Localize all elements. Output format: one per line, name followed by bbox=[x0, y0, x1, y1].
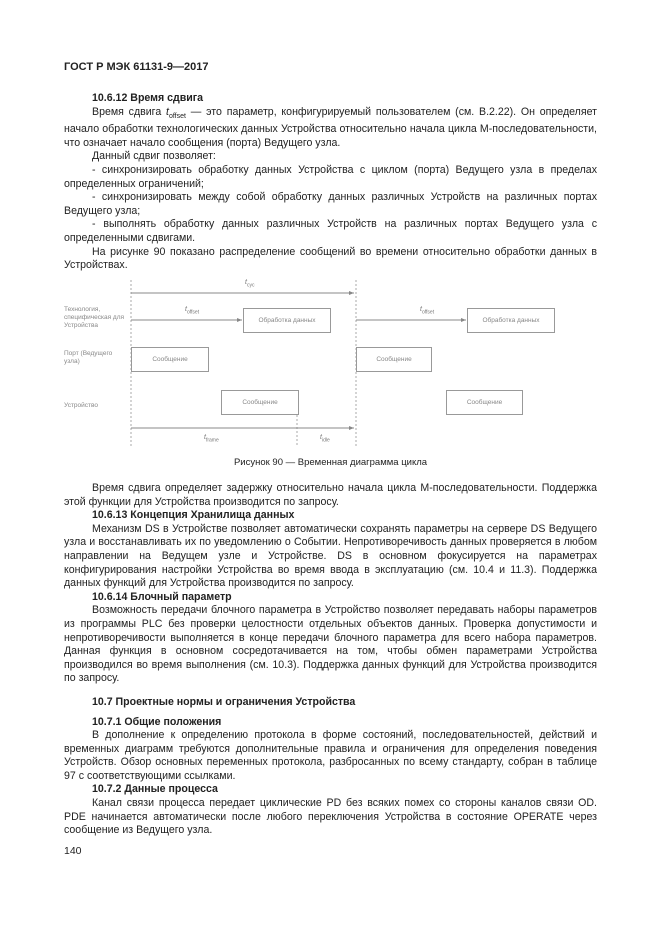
figure-caption: Рисунок 90 — Временная диаграмма цикла bbox=[233, 457, 428, 468]
section-title: 10.7.2 Данные процесса bbox=[92, 783, 218, 796]
row-label-master-port: Порт (Ведущего узла) bbox=[64, 350, 113, 365]
var: t bbox=[166, 105, 169, 118]
section-title: 10.6.13 Концепция Хранилища данных bbox=[92, 509, 295, 522]
paragraph: - выполнять обработку данных различных Устройств на различных портах Ведущего узла с определенными сдвигами. bbox=[64, 218, 597, 245]
paragraph: Время сдвига определяет задержку относительно начала цикла М-последовательности. Поддержка этой функции для Устройства производится по запросу. bbox=[64, 482, 597, 508]
paragraph: В дополнение к определению протокола в форме состояний, последовательностей, действий и временных диаграмм требуются дополнительные правила и ограничения для определения поведения Устройств. Обзор основных переменных протокола, разбросанных по всему стандарту, собран в таблице 97 с соответствующими ссылками. bbox=[64, 729, 597, 782]
text: — это параметр, конфигурируемый пользователем (см. В.2.22). Он определяет начало обработки технологических данных Устройства относительно начала цикла М-последовательности, что означает начало сообщения (порта) Ведущего узла. bbox=[64, 105, 597, 149]
paragraph: Канал связи процесса передает циклические PD без всяких помех со стороны каналов связи OD. PDE начинается автоматически после любого переключения Устройства в состояние OPERATE через сообщение из Ведущего узла. bbox=[64, 797, 597, 837]
message-box: Сообщение bbox=[356, 347, 432, 372]
t-frame-label: $t_{frame}$ bbox=[204, 434, 219, 444]
row-label-device-technology: Технология, специфическая для Устройства bbox=[64, 306, 125, 329]
text: Время сдвига bbox=[92, 105, 166, 118]
message-box: Сообщение bbox=[221, 390, 299, 415]
section-title: 10.6.14 Блочный параметр bbox=[92, 590, 232, 603]
paragraph: На рисунке 90 показано распределение сообщений во времени относительно обработки данных в Устройствах. bbox=[64, 245, 597, 272]
section-title: 10.6.12 Время сдвига bbox=[92, 92, 204, 104]
paragraph: - синхронизировать между собой обработку данных различных Устройств на различных портах Ведущего узла; bbox=[64, 191, 597, 217]
document-header: ГОСТ Р МЭК 61131-9—2017 bbox=[64, 61, 209, 73]
paragraph: Данный сдвиг позволяет: bbox=[92, 150, 216, 163]
paragraph: - синхронизировать обработку данных Устройства с циклом (порта) Ведущего узла в пределах определенных ограничений; bbox=[64, 164, 597, 190]
t-offset-label: $t_{offset}$ bbox=[420, 306, 435, 316]
message-box: Сообщение bbox=[131, 347, 209, 372]
processing-box: Обработка данных bbox=[467, 308, 555, 333]
row-label-device: Устройство bbox=[64, 402, 99, 409]
t-idle-label: $t_{idle}$ bbox=[320, 434, 330, 444]
section-continued bbox=[64, 482, 597, 838]
var-sub: offset bbox=[168, 112, 186, 120]
t-offset-label: $t_{offset}$ bbox=[185, 306, 200, 316]
t-cyc-label: $t_{cyc}$ bbox=[245, 279, 255, 289]
section-title: 10.7.1 Общие положения bbox=[92, 715, 222, 728]
paragraph: Механизм DS в Устройстве позволяет автоматически сохранять параметры на сервере DS Ведущего узла и восстанавливать их по уведомлению о Событии. Непротиворечивость данных проверяется в любом направлении на Ведущем узле и Устройстве. DS в основном фокусируется на параметрах конфигурирования настройки Устройства во время ввода в эксплуатацию (см. 10.4 и 11.3). Поддержка данных функций для Устройства производится по запросу. bbox=[64, 522, 597, 590]
processing-box: Обработка данных bbox=[243, 308, 331, 333]
section-title: 10.7 Проектные нормы и ограничения Устройства bbox=[92, 695, 356, 708]
message-box: Сообщение bbox=[446, 390, 523, 415]
paragraph: Возможность передачи блочного параметра в Устройство позволяет передавать наборы параметров из программы PLC без проверки целостности отдельных объектов данных. Проверка допустимости и непротиворечивости выполняется в конце передачи блочного параметра для всего набора параметров. Данная функция в основном сосредотачивается на том, чтобы обмен параметрами Устройства производился во время выполнения (см. 10.3). Поддержка данных функций для Устройства производится по запросу. bbox=[64, 604, 597, 685]
page-number: 140 bbox=[64, 845, 82, 857]
